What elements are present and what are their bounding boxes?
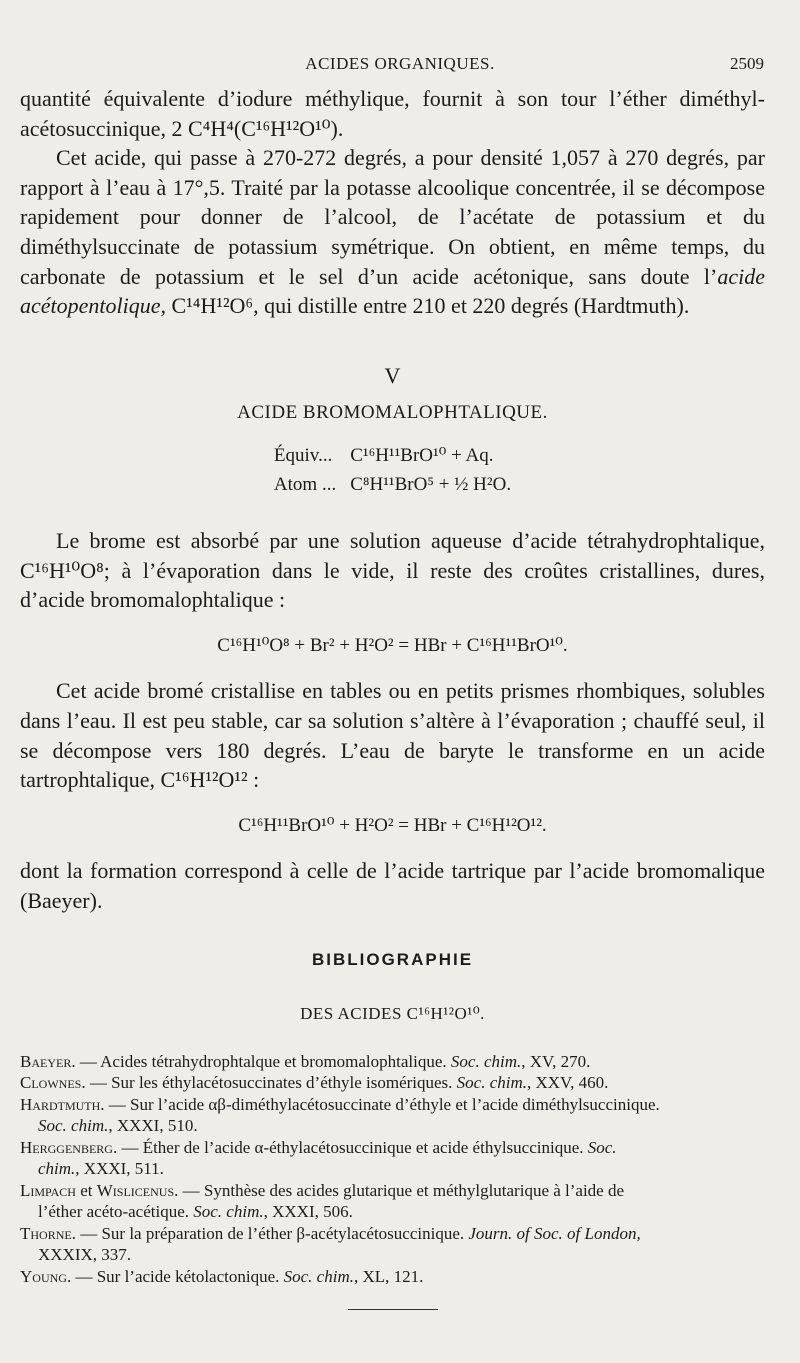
paragraph-properties: Cet acide bromé cristallise en tables ou en petits prismes rhombiques, solubles dans l’eau. Il est peu stable, car sa solution s’altère à l’évaporation ; chauffé seul, il se décompose vers 180 degrés. L’eau de baryte le transforme en un acide tartrophtalique, C¹⁶H¹²O¹² : — [20, 678, 765, 793]
bibliography-entry — [20, 1094, 765, 1137]
reference: , XXXI, 510. — [108, 1116, 198, 1136]
bibliography-entry — [20, 1266, 765, 1288]
italic-acid-name: acide acétopentolique, — [20, 263, 765, 319]
entry-continuation — [20, 1158, 765, 1180]
reference: , XL, 121. — [353, 1266, 424, 1286]
entry-text: et — [75, 1180, 97, 1200]
paragraph-text: Cet acide, qui passe à 270-272 degrés, a pour densité 1,057 à 270 degrés, par rapport à l’eau à 17°,5. Traité par la potasse alcoolique concentrée, il se décompose rapidement pour donner de l’alcool, de l’acétate de potassium et du diméthylsuccinate de potassium symétrique. On obtient, en même temps, du carbonate de potassium et le sel d’un acide acétonique, sans doute l’ — [20, 145, 765, 289]
formula-value: C¹⁶H¹¹BrO¹⁰ + Aq. — [350, 444, 494, 466]
formula-value: C⁸H¹¹BrO⁵ + ½ H²O. — [350, 473, 512, 495]
section-title: ACIDE BROMOMALOPHTALIQUE. — [237, 402, 548, 424]
formula-row — [268, 442, 517, 469]
author: Hardtmuth. — [20, 1094, 105, 1114]
paragraph-continuation: quantité équivalente d’iodure méthylique, fournit à son tour l’éther diméthyl-acétosuccinique, 2 C⁴H⁴(C¹⁶H¹²O¹⁰). — [20, 86, 765, 141]
section-number: V — [384, 362, 401, 388]
bibliography-entry — [20, 1223, 765, 1266]
page-number: 2509 — [730, 54, 764, 73]
bibliography-entry — [20, 1180, 765, 1223]
paragraph-text-end: C¹⁴H¹²O⁶, qui distille entre 210 et 220 degrés (Hardtmuth). — [166, 293, 690, 319]
reference: , XXXI, 506. — [263, 1202, 353, 1222]
entry-text: — Sur la préparation de l’éther β-acétylacétosuccinique. — [75, 1223, 469, 1243]
bibliography-list — [20, 1051, 765, 1288]
paragraph-bromination: Le brome est absorbé par une solution aqueuse d’acide tétrahydrophtalique, C¹⁶H¹⁰O⁸; à l’évaporation dans le vide, il reste des croûtes cristallines, dures, d’acide bromomalophtalique : — [20, 527, 765, 613]
entry-text-cont: l’éther acéto-acétique. — [38, 1202, 194, 1222]
author: Baeyer. — [20, 1051, 76, 1071]
entry-text: — Sur l’acide αβ-diméthylacétosuccinate d’éthyle et l’acide diméthylsuccinique. — [104, 1094, 660, 1114]
journal: Soc. chim. — [283, 1266, 354, 1286]
entry-text: — Sur les éthylacétosuccinates d’éthyle isomériques. — [85, 1073, 457, 1093]
author: Clownes. — [20, 1073, 86, 1093]
journal: Soc. — [587, 1137, 617, 1157]
reference: , XXXI, 511. — [75, 1159, 164, 1179]
author: Young. — [20, 1266, 72, 1286]
entry-text: — Sur l’acide kétolactonique. — [71, 1266, 284, 1286]
author: Thorne. — [20, 1223, 76, 1243]
running-head — [0, 54, 800, 80]
bibliography-entry — [20, 1051, 765, 1073]
bibliography-subtitle: DES ACIDES C¹⁶H¹²O¹⁰. — [300, 1004, 485, 1024]
entry-text: — Éther de l’acide α-éthylacétosuccinique et acide éthylsuccinique. — [117, 1137, 588, 1157]
author-2: Wislicenus. — [96, 1180, 179, 1200]
journal: Soc. chim. — [38, 1116, 109, 1136]
equation-2: C¹⁶H¹¹BrO¹⁰ + H²O² = HBr + C¹⁶H¹²O¹². — [238, 814, 547, 836]
paragraph-acid-properties — [20, 143, 765, 321]
journal: Journ. of Soc. of London, — [468, 1223, 641, 1243]
closing-rule — [348, 1309, 438, 1310]
entry-continuation — [20, 1244, 765, 1266]
formula-label: Atom ... — [273, 473, 337, 495]
entry-continuation — [20, 1115, 765, 1137]
running-title: ACIDES ORGANIQUES. — [305, 54, 495, 73]
journal-cont: chim. — [38, 1159, 76, 1179]
page-body — [20, 84, 765, 1310]
formula-row — [268, 471, 517, 498]
journal: Soc. chim. — [193, 1202, 264, 1222]
reference: , XV, 270. — [521, 1051, 591, 1071]
author: Limpach — [20, 1180, 76, 1200]
journal: Soc. chim. — [450, 1051, 522, 1071]
entry-continuation — [20, 1201, 765, 1223]
bibliography-entry — [20, 1137, 765, 1180]
bibliography-entry — [20, 1072, 765, 1094]
equation-1: C¹⁶H¹⁰O⁸ + Br² + H²O² = HBr + C¹⁶H¹¹BrO¹⁰. — [217, 634, 568, 656]
formula-label: Équiv... — [273, 444, 333, 466]
journal: Soc. chim. — [456, 1073, 527, 1093]
author: Herggenberg. — [20, 1137, 118, 1157]
entry-text: — Acides tétrahydrophtalque et bromomalophtalique. — [75, 1051, 451, 1071]
formula-table — [266, 440, 519, 500]
entry-text-2: — Synthèse des acides glutarique et méthylglutarique à l’aide de — [178, 1180, 625, 1200]
reference: , XXV, 460. — [527, 1073, 609, 1093]
bibliography-title: BIBLIOGRAPHIE — [311, 950, 474, 970]
reference: XXXIX, 337. — [38, 1245, 132, 1265]
paragraph-conclusion: dont la formation correspond à celle de l’acide tartrique par l’acide bromomalique (Baeyer). — [20, 858, 765, 913]
